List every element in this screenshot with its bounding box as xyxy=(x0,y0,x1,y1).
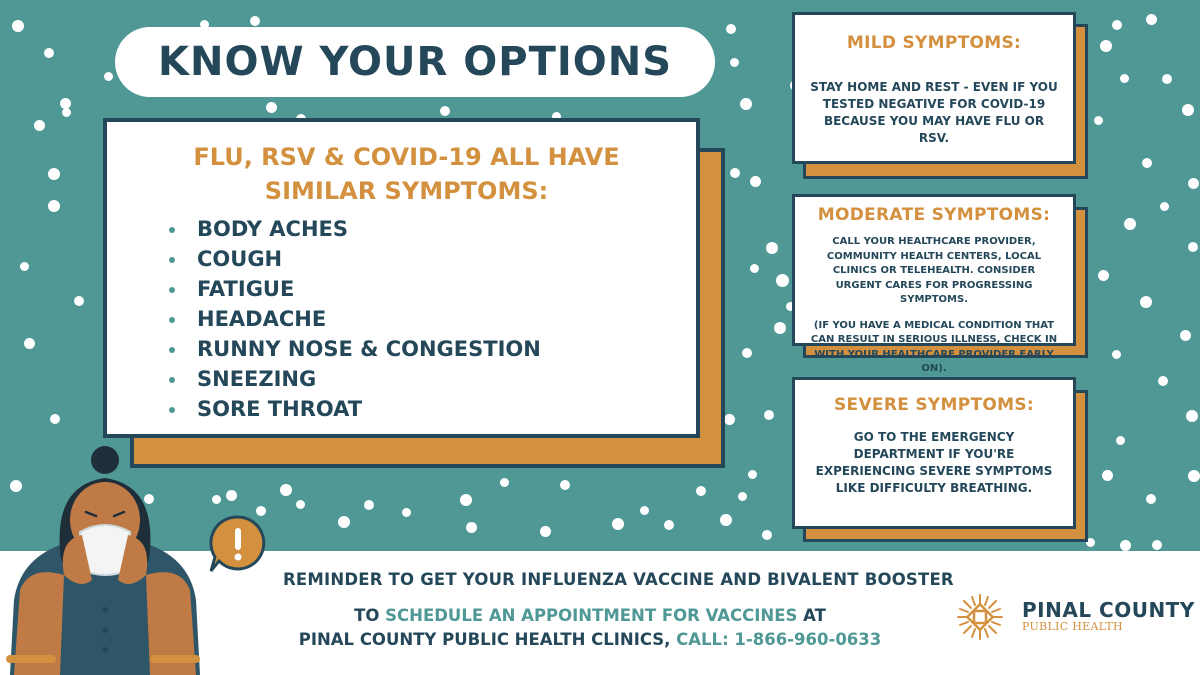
alert-icon xyxy=(207,513,269,575)
snow-dot xyxy=(750,264,759,273)
moderate-symptoms-card xyxy=(792,194,1076,374)
logo-subtitle: PUBLIC HEALTH xyxy=(1022,620,1123,633)
snow-dot xyxy=(12,20,24,32)
snow-dot xyxy=(226,490,237,501)
snow-dot xyxy=(74,296,84,306)
snow-dot xyxy=(44,48,54,58)
snow-dot xyxy=(724,414,735,425)
snow-dot xyxy=(466,522,477,533)
symptoms-list xyxy=(147,214,666,424)
snow-dot xyxy=(440,106,450,116)
schedule-info xyxy=(290,604,890,652)
snow-dot xyxy=(48,168,60,180)
snow-dot xyxy=(738,492,747,501)
symptom-item: COUGH xyxy=(167,244,666,274)
snow-dot xyxy=(1112,350,1121,359)
mild-heading: MILD SYMPTOMS: xyxy=(846,33,1022,53)
snow-dot xyxy=(1112,20,1122,30)
snow-dot xyxy=(24,338,35,349)
snow-dot xyxy=(1152,540,1162,550)
snow-dot xyxy=(104,72,113,81)
symptom-item: FATIGUE xyxy=(167,274,666,304)
snow-dot xyxy=(1186,410,1198,422)
snow-dot xyxy=(1188,178,1199,189)
snow-dot xyxy=(560,480,570,490)
snow-dot xyxy=(748,470,757,479)
mild-text: STAY HOME AND REST - EVEN IF YOU TESTED NEGATIVE FOR COVID-19 BECAUSE YOU MAY HAVE FLU OR RSV. xyxy=(810,80,1058,145)
snow-dot xyxy=(20,262,29,271)
snow-dot xyxy=(338,516,350,528)
snow-dot xyxy=(1160,202,1169,211)
schedule-link[interactable]: SCHEDULE AN APPOINTMENT FOR VACCINES xyxy=(385,606,798,625)
moderate-note: (IF YOU HAVE A MEDICAL CONDITION THAT CAN RESULT IN SERIOUS ILLNESS, CHECK IN WITH YOUR HEALTHCARE PROVIDER EARLY ON). xyxy=(810,319,1058,374)
snow-dot xyxy=(696,486,706,496)
sneezing-person-illustration xyxy=(0,440,210,675)
snow-dot xyxy=(212,495,221,504)
snow-dot xyxy=(1146,14,1157,25)
phone-number[interactable]: CALL: 1-866-960-0633 xyxy=(676,630,882,649)
snow-dot xyxy=(34,120,45,131)
snow-dot xyxy=(1188,470,1200,482)
snow-dot xyxy=(730,58,739,67)
symptom-item: BODY ACHES xyxy=(167,214,666,244)
snow-dot xyxy=(774,322,786,334)
snow-dot xyxy=(1142,158,1152,168)
moderate-heading: MODERATE SYMPTOMS: xyxy=(817,205,1051,225)
snow-dot xyxy=(460,494,472,506)
snow-dot xyxy=(1182,104,1194,116)
symptoms-card xyxy=(103,118,700,438)
snow-dot xyxy=(726,24,736,34)
snow-dot xyxy=(1100,40,1112,52)
mild-symptoms-card xyxy=(792,12,1076,164)
snow-dot xyxy=(1140,296,1152,308)
snow-dot xyxy=(1120,74,1129,83)
snow-dot xyxy=(1120,540,1131,551)
snow-dot xyxy=(250,16,260,26)
snow-dot xyxy=(50,414,60,424)
snow-dot xyxy=(762,530,772,540)
schedule-at: AT xyxy=(797,606,826,625)
snow-dot xyxy=(640,506,649,515)
title-pill xyxy=(115,27,715,97)
moderate-text: CALL YOUR HEALTHCARE PROVIDER, COMMUNITY HEALTH CENTERS, LOCAL CLINICS OR TELEHEALTH. CONSIDER URGENT CARES FOR PROGRESSING SYMPTOMS. xyxy=(826,236,1042,305)
clinics-text: PINAL COUNTY PUBLIC HEALTH CLINICS, xyxy=(298,630,677,649)
snow-dot xyxy=(364,500,374,510)
severe-symptoms-card xyxy=(792,377,1076,529)
snow-dot xyxy=(1102,470,1113,481)
snow-dot xyxy=(500,478,509,487)
snow-dot xyxy=(266,102,277,113)
vaccine-reminder: REMINDER TO GET YOUR INFLUENZA VACCINE AND BIVALENT BOOSTER xyxy=(283,570,954,589)
snow-dot xyxy=(1094,116,1103,125)
snow-dot xyxy=(1146,494,1156,504)
snow-dot xyxy=(1162,74,1172,84)
symptom-item: HEADACHE xyxy=(167,304,666,334)
snow-dot xyxy=(296,500,305,509)
snow-dot xyxy=(540,526,551,537)
snow-dot xyxy=(730,168,740,178)
snow-dot xyxy=(750,176,761,187)
snow-dot xyxy=(1124,218,1136,230)
symptom-item: RUNNY NOSE & CONGESTION xyxy=(167,334,666,364)
snow-dot xyxy=(720,514,732,526)
symptoms-heading-line2: SIMILAR SYMPTOMS: xyxy=(264,177,549,205)
schedule-to: TO xyxy=(354,606,386,625)
snow-dot xyxy=(1180,330,1191,341)
severe-heading: SEVERE SYMPTOMS: xyxy=(834,395,1034,415)
snow-dot xyxy=(612,518,624,530)
severe-text: GO TO THE EMERGENCY DEPARTMENT IF YOU'RE EXPERIENCING SEVERE SYMPTOMS LIKE DIFFICULTY BREATHING. xyxy=(815,430,1053,495)
snow-dot xyxy=(742,348,752,358)
symptom-item: SNEEZING xyxy=(167,364,666,394)
snow-dot xyxy=(48,200,60,212)
snow-dot xyxy=(664,520,674,530)
symptom-item: SORE THROAT xyxy=(167,394,666,424)
snow-dot xyxy=(764,410,774,420)
snow-dot xyxy=(1188,242,1198,252)
symptoms-heading-line1: FLU, RSV & COVID-19 ALL HAVE xyxy=(193,143,620,171)
snow-dot xyxy=(402,508,411,517)
snow-dot xyxy=(766,242,778,254)
snow-dot xyxy=(62,108,71,117)
snow-dot xyxy=(1116,436,1125,445)
logo-name: PINAL COUNTY xyxy=(1022,598,1195,622)
snow-dot xyxy=(1098,270,1109,281)
page-title: KNOW YOUR OPTIONS xyxy=(157,39,673,85)
snow-dot xyxy=(740,98,752,110)
snow-dot xyxy=(280,484,292,496)
snow-dot xyxy=(1158,376,1168,386)
snow-dot xyxy=(776,274,789,287)
